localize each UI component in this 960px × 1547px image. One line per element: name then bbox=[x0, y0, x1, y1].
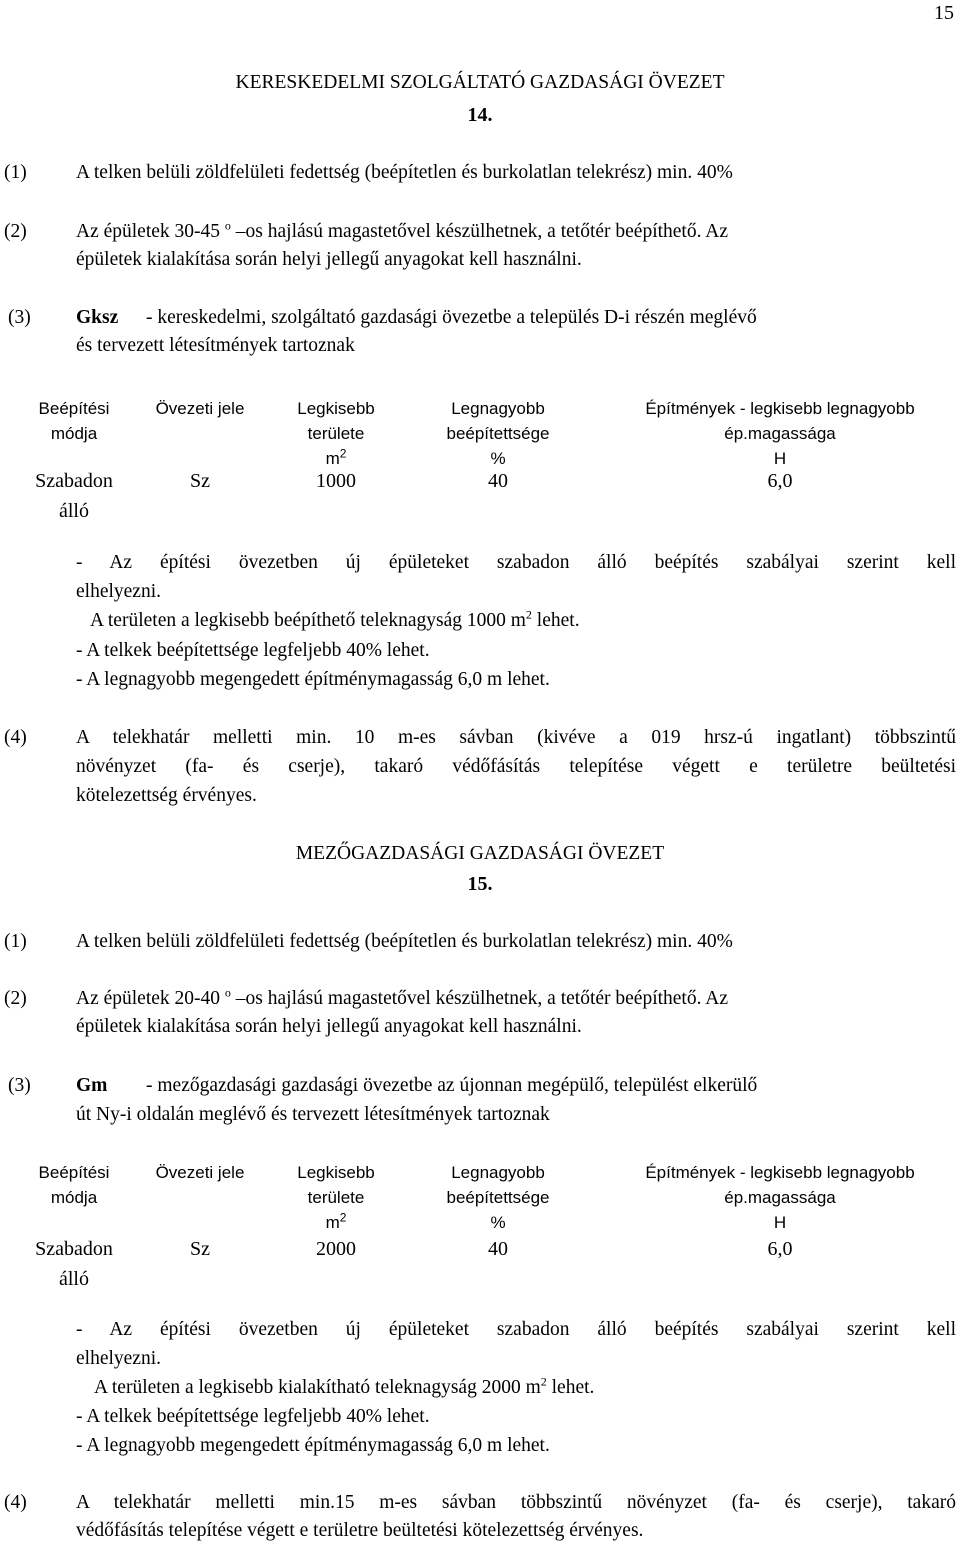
zone-1-note-1-line-2: elhelyezni. bbox=[76, 581, 161, 602]
zone-2-cell-height: 6,0 bbox=[767, 1238, 793, 1260]
zone-2-cell-zone-code: Sz bbox=[190, 1238, 210, 1260]
zone-2-section-number bbox=[0, 873, 960, 896]
zone-2-note-4: - A legnagyobb megengedett építménymagasság 6,0 m lehet. bbox=[76, 1435, 550, 1456]
degree-superscript: o bbox=[224, 985, 231, 1000]
header-line: Legkisebb bbox=[297, 1163, 375, 1182]
zone-2-p1-number: (1) bbox=[4, 931, 27, 952]
note-text: lehet. bbox=[536, 610, 580, 631]
header-line: Övezeti jele bbox=[155, 1163, 245, 1182]
zone-2-note-1-line-1: - Az építési övezetben új épületeket szabadon álló beépítés szabályai szerint kell bbox=[76, 1319, 956, 1340]
zone-1-cell-zone-code: Sz bbox=[190, 470, 210, 492]
zone-1-p4-line-1: A telekhatár melletti min. 10 m-es sávban (kivéve a 019 hrsz-ú ingatlant) többszintű bbox=[76, 727, 956, 748]
zone-2-header-max-coverage bbox=[428, 1160, 568, 1235]
cell-line: Szabadon bbox=[35, 1238, 113, 1260]
header-line: Beépítési bbox=[38, 399, 110, 418]
zone-2-cell-max-coverage: 40 bbox=[488, 1238, 508, 1260]
note-text: A területen a legkisebb beépíthető teleknagyság 1000 m bbox=[90, 610, 526, 631]
zone-1-note-4: - A legnagyobb megengedett építménymagasság 6,0 m lehet. bbox=[76, 669, 550, 690]
zone-1-section-label: 14. bbox=[467, 104, 493, 126]
zone-2-p4-line-2: védőfásítás telepítése végett e területre beültetési kötelezettség érvényes. bbox=[76, 1520, 644, 1541]
header-line: Legnagyobb bbox=[451, 399, 545, 418]
zone-2-p2-line-1 bbox=[76, 985, 956, 1010]
zone-1-p4-number: (4) bbox=[4, 727, 27, 748]
zone-1-note-1-line-1: - Az építési övezetben új épületeket szabadon álló beépítés szabályai szerint kell bbox=[76, 552, 956, 573]
zone-1-p2-text-b: –os hajlású magastetővel készülhetnek, a tetőtér beépíthető. Az bbox=[235, 221, 729, 242]
zone-1-cell-mode bbox=[4, 466, 144, 526]
zone-2-p3-line-1: - mezőgazdasági gazdasági övezetbe az újonnan megépülő, települést elkerülő bbox=[146, 1075, 758, 1096]
zone-2-header-min-area bbox=[276, 1160, 396, 1235]
zone-1-cell-max-coverage: 40 bbox=[488, 470, 508, 492]
zone-1-note-2 bbox=[90, 607, 580, 632]
header-line: beépítettsége bbox=[446, 1188, 550, 1207]
zone-1-header-mode bbox=[14, 396, 134, 446]
zone-1-cell-height: 6,0 bbox=[767, 470, 793, 492]
zone-1-p3-line-2: és tervezett létesítmények tartoznak bbox=[76, 335, 355, 356]
zone-2-p3-code bbox=[76, 1075, 107, 1097]
zone-2-cell-min-area: 2000 bbox=[316, 1238, 356, 1260]
zone-2-note-3: - A telkek beépítettsége legfeljebb 40% lehet. bbox=[76, 1406, 430, 1427]
degree-superscript: o bbox=[224, 218, 231, 233]
zone-2-p1-text: A telken belüli zöldfelületi fedettség (beépítetlen és burkolatlan telekrész) min. 40% bbox=[76, 931, 733, 952]
header-line: beépítettsége bbox=[446, 424, 550, 443]
zone-1-p2-number: (2) bbox=[4, 221, 27, 242]
header-line: H bbox=[773, 1213, 787, 1232]
zone-1-header-height bbox=[620, 396, 940, 471]
zone-2-header-zone-code bbox=[140, 1160, 260, 1185]
note-text: A területen a legkisebb kialakítható teleknagyság 2000 m bbox=[94, 1377, 541, 1398]
zone-1-p3-line-1: - kereskedelmi, szolgáltató gazdasági övezetbe a település D-i részén meglévő bbox=[146, 307, 757, 328]
page-number: 15 bbox=[934, 2, 954, 24]
header-line: ép.magassága bbox=[724, 424, 836, 443]
zone-1-note-3: - A telkek beépítettsége legfeljebb 40% lehet. bbox=[76, 640, 430, 661]
unit-label: m bbox=[325, 449, 340, 468]
header-line: ép.magassága bbox=[724, 1188, 836, 1207]
zone-1-p4-line-2: növényzet (fa- és cserje), takaró védőfásítás telepítése végett e területre beültetési bbox=[76, 756, 956, 777]
zone-1-code: Gksz bbox=[76, 307, 119, 328]
area-superscript: 2 bbox=[540, 1374, 547, 1389]
zone-2-cell-mode bbox=[4, 1234, 144, 1294]
zone-1-p3-number: (3) bbox=[8, 307, 31, 328]
cell-line: álló bbox=[59, 500, 89, 522]
area-superscript: 2 bbox=[525, 607, 532, 622]
zone-2-p2-number: (2) bbox=[4, 988, 27, 1009]
header-line: módja bbox=[50, 424, 98, 443]
header-line: Legkisebb bbox=[297, 399, 375, 418]
header-line: Beépítési bbox=[38, 1163, 110, 1182]
zone-2-p3-line-2: út Ny-i oldalán meglévő és tervezett létesítmények tartoznak bbox=[76, 1104, 550, 1125]
zone-2-code: Gm bbox=[76, 1075, 108, 1096]
header-line bbox=[276, 1210, 396, 1235]
unit-label: m bbox=[325, 1213, 340, 1232]
header-line: % bbox=[490, 449, 506, 468]
header-line: H bbox=[773, 449, 787, 468]
zone-1-p1-text: A telken belüli zöldfelületi fedettség (beépítetlen és burkolatlan telekrész) min. 40% bbox=[76, 162, 733, 183]
zone-1-p1-number: (1) bbox=[4, 162, 27, 183]
header-line: Építmények - legkisebb legnagyobb bbox=[645, 399, 915, 418]
zone-2-p3-number: (3) bbox=[8, 1075, 31, 1096]
zone-2-header-mode bbox=[14, 1160, 134, 1210]
zone-1-cell-min-area: 1000 bbox=[316, 470, 356, 492]
note-text: lehet. bbox=[551, 1377, 595, 1398]
zone-2-p2-text-a: Az épületek 20-40 bbox=[76, 988, 221, 1009]
header-line: Övezeti jele bbox=[155, 399, 245, 418]
header-line: területe bbox=[307, 424, 365, 443]
header-line: Építmények - legkisebb legnagyobb bbox=[645, 1163, 915, 1182]
cell-line: álló bbox=[59, 1268, 89, 1290]
unit-superscript: 2 bbox=[339, 1210, 347, 1225]
zone-2-title: MEZŐGAZDASÁGI GAZDASÁGI ÖVEZET bbox=[295, 843, 665, 864]
zone-1-header-max-coverage bbox=[428, 396, 568, 471]
zone-1-section-number bbox=[0, 104, 960, 127]
zone-1-p2-line-2: épületek kialakítása során helyi jellegű anyagokat kell használni. bbox=[76, 249, 582, 270]
cell-line: Szabadon bbox=[35, 470, 113, 492]
header-line: Legnagyobb bbox=[451, 1163, 545, 1182]
zone-1-header-min-area bbox=[276, 396, 396, 471]
zone-1-header-zone-code bbox=[140, 396, 260, 421]
zone-1-p2-line-1 bbox=[76, 218, 956, 243]
zone-2-p4-line-1: A telekhatár melletti min.15 m-es sávban többszintű növényzet (fa- és cserje), takaró bbox=[76, 1492, 956, 1513]
header-line: területe bbox=[307, 1188, 365, 1207]
zone-2-note-2 bbox=[94, 1374, 595, 1399]
zone-2-section-label: 15. bbox=[467, 873, 493, 895]
zone-2-note-1-line-2: elhelyezni. bbox=[76, 1348, 161, 1369]
zone-2-header-height bbox=[620, 1160, 940, 1235]
unit-superscript: 2 bbox=[339, 446, 347, 461]
header-line: % bbox=[490, 1213, 506, 1232]
zone-2-p4-number: (4) bbox=[4, 1492, 27, 1513]
zone-1-title: KERESKEDELMI SZOLGÁLTATÓ GAZDASÁGI ÖVEZET bbox=[235, 72, 725, 93]
header-line: módja bbox=[50, 1188, 98, 1207]
zone-2-p2-line-2: épületek kialakítása során helyi jellegű anyagokat kell használni. bbox=[76, 1016, 582, 1037]
zone-2-p2-text-b: –os hajlású magastetővel készülhetnek, a tetőtér beépíthető. Az bbox=[235, 988, 729, 1009]
zone-1-p2-text-a: Az épületek 30-45 bbox=[76, 221, 221, 242]
zone-1-p4-line-3: kötelezettség érvényes. bbox=[76, 785, 257, 806]
zone-1-p3-code bbox=[76, 307, 118, 329]
